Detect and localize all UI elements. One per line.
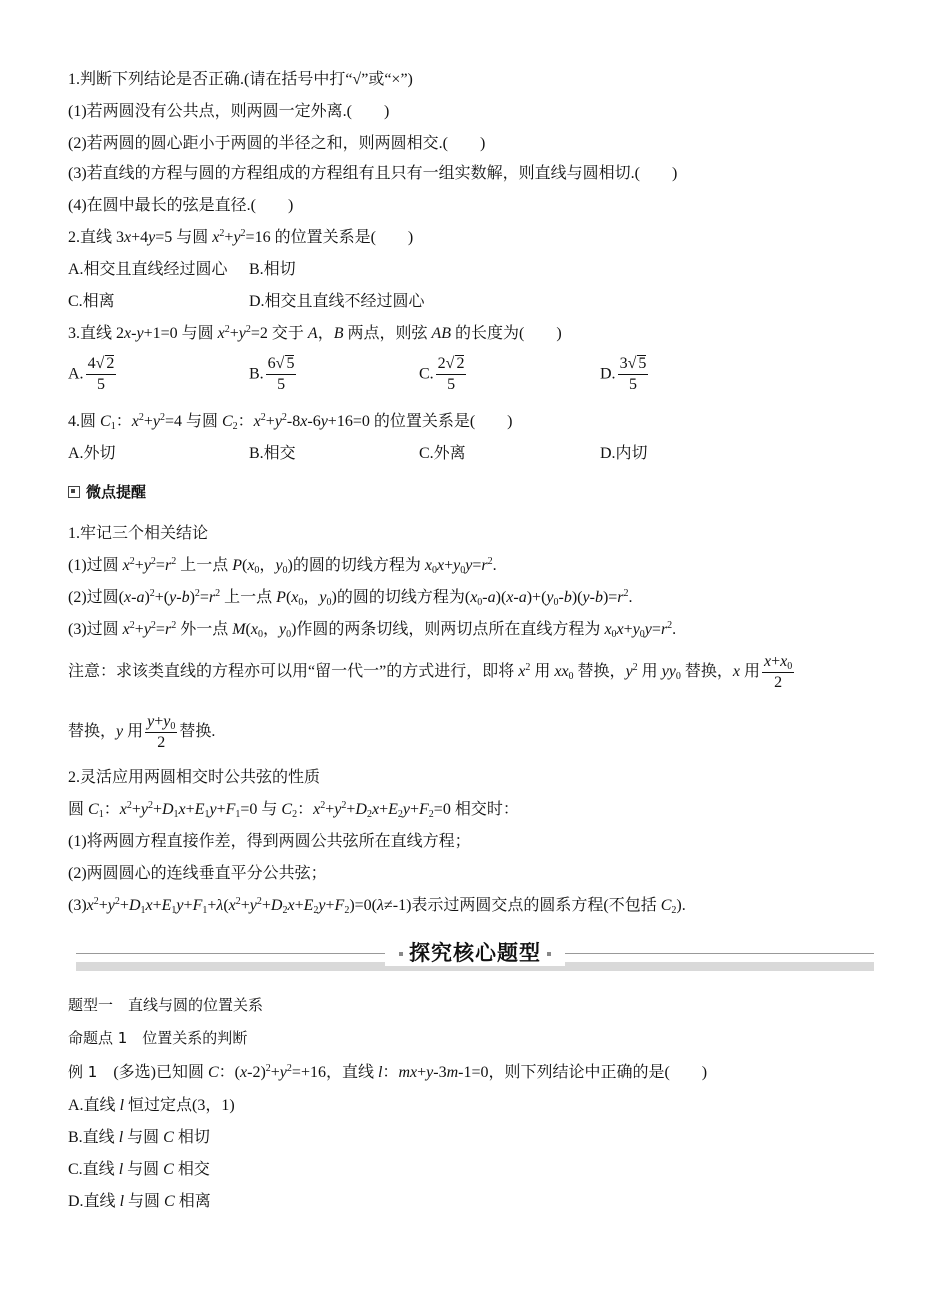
q3-option-d: D. $\frac{3√ 5}{5}$ <box>600 355 647 393</box>
example-1-option-c: C.直线 l 与圆 C 相交 <box>68 1161 210 1178</box>
example-1-option-b: B.直线 l 与圆 C 相切 <box>68 1129 210 1146</box>
tips-note: 注意：求该类直线的方程亦可以用“留一代一”的方式进行，即将 $x^2$ 用 $xx_0$ 替换，$y^2$ 用 $yy_0$ 替换，x 用 $\frac{x+x_0}{2}$ <box>68 653 793 691</box>
q2-option-a: A.相交且直线经过圆心 <box>68 261 228 278</box>
type1-subheading: 命题点 1 位置关系的判断 <box>68 1029 248 1047</box>
q3-option-c: C. $\frac{2√ 2}{5}$ <box>419 355 465 393</box>
section-banner <box>76 938 874 974</box>
q4-option-d: D.内切 <box>600 445 648 462</box>
q1-item-2: (2)若两圆的圆心距小于两圆的半径之和，则两圆相交.( ) <box>68 135 486 152</box>
tips-p1-1: (1)过圆 $x^2+y^2=r^2$ 上一点 $P(x_0$，$y_0$)的圆的切线方程为 $x_0x+y_0y=r^2$. <box>68 556 497 576</box>
tips-note-2: 替换，y 用 $\frac{y+y_0}{2}$ 替换. <box>68 713 216 751</box>
q1-item-1: (1)若两圆没有公共点，则两圆一定外离.( ) <box>68 103 390 120</box>
q4-option-b: B.相交 <box>249 445 296 462</box>
q3-stem: 3.直线 2x-y+1=0 与圆 $x^2+y^2=2$ 交于 A，B 两点，则弦 AB 的长度为( ) <box>68 324 562 342</box>
tips-p1-2: (2)过圆$(x-a)^2+(y-b)^2=r^2$ 上一点 $P(x_0$，$y_0$)的圆的切线方程为$(x_0-a)(x-a)+(y_0-b)(y-b)=r^2$. <box>68 588 633 608</box>
example-1-option-a: A.直线 l 恒过定点(3，1) <box>68 1097 235 1114</box>
tips-p2-title: 2.灵活应用两圆相交时公共弦的性质 <box>68 769 321 786</box>
tips-p2-1: (1)将两圆方程直接作差，得到两圆公共弦所在直线方程； <box>68 833 471 850</box>
q2-option-d: D.相交且直线不经过圆心 <box>249 293 425 310</box>
q4-option-a: A.外切 <box>68 445 116 462</box>
tip-box-icon <box>68 486 80 498</box>
tips-p2-3: $(3)x^2+y^2+D_1x+E_1y+F_1+\lambda(x^2+y^2+D_2x+E_2y+F_2)=0(\lambda\ne-1)$表示过两圆交点的圆系方程(不包括 $C_2$). <box>68 896 686 916</box>
type1-heading: 题型一 直线与圆的位置关系 <box>68 996 264 1014</box>
q1-item-3: (3)若直线的方程与圆的方程组成的方程组有且只有一组实数解，则直线与圆相切.( ) <box>68 165 678 182</box>
q2-option-c: C.相离 <box>68 293 115 310</box>
tips-p1-3: (3)过圆 $x^2+y^2=r^2$ 外一点 $M(x_0$，$y_0$)作圆的两条切线，则两切点所在直线方程为 $x_0x+y_0y=r^2$. <box>68 620 677 640</box>
banner-title: 探究核心题型 <box>409 941 541 965</box>
q2-stem: 2.直线 3x+4y=5 与圆 $x^2+y^2=16$ 的位置关系是( ) <box>68 228 414 246</box>
q2-option-b: B.相切 <box>249 261 296 278</box>
tips-p2-0: 圆 $C_1$：$x^2+y^2+D_1x+E_1y+F_1=0$ 与 $C_2$：$x^2+y^2+D_2x+E_2y+F_2=0$ 相交时： <box>68 800 519 820</box>
q3-option-a: A. $\frac{4√ 2}{5}$ <box>68 355 115 393</box>
example-1-option-d: D.直线 l 与圆 C 相离 <box>68 1193 211 1210</box>
q4-option-c: C.外离 <box>419 445 466 462</box>
tips-heading: 微点提醒 <box>68 482 146 502</box>
example-1-stem: 例 1 (多选)已知圆 C：$(x-2)^2+y^2=+16$，直线 l：mx+y-3m-1=0，则下列结论中正确的是( ) <box>68 1063 708 1081</box>
q1-title: 1.判断下列结论是否正确.(请在括号中打“√”或“×”) <box>68 71 413 88</box>
q3-option-b: B. $\frac{6√ 5}{5}$ <box>249 355 295 393</box>
tips-p2-2: (2)两圆圆心的连线垂直平分公共弦； <box>68 865 327 882</box>
q4-stem: 4.圆 $C_1$：$x^2+y^2=4$ 与圆 $C_2$：$x^2+y^2-8x-6y+16=0$ 的位置关系是( ) <box>68 412 513 432</box>
q1-item-4: (4)在圆中最长的弦是直径.( ) <box>68 197 294 214</box>
tips-p1-title: 1.牢记三个相关结论 <box>68 525 209 542</box>
